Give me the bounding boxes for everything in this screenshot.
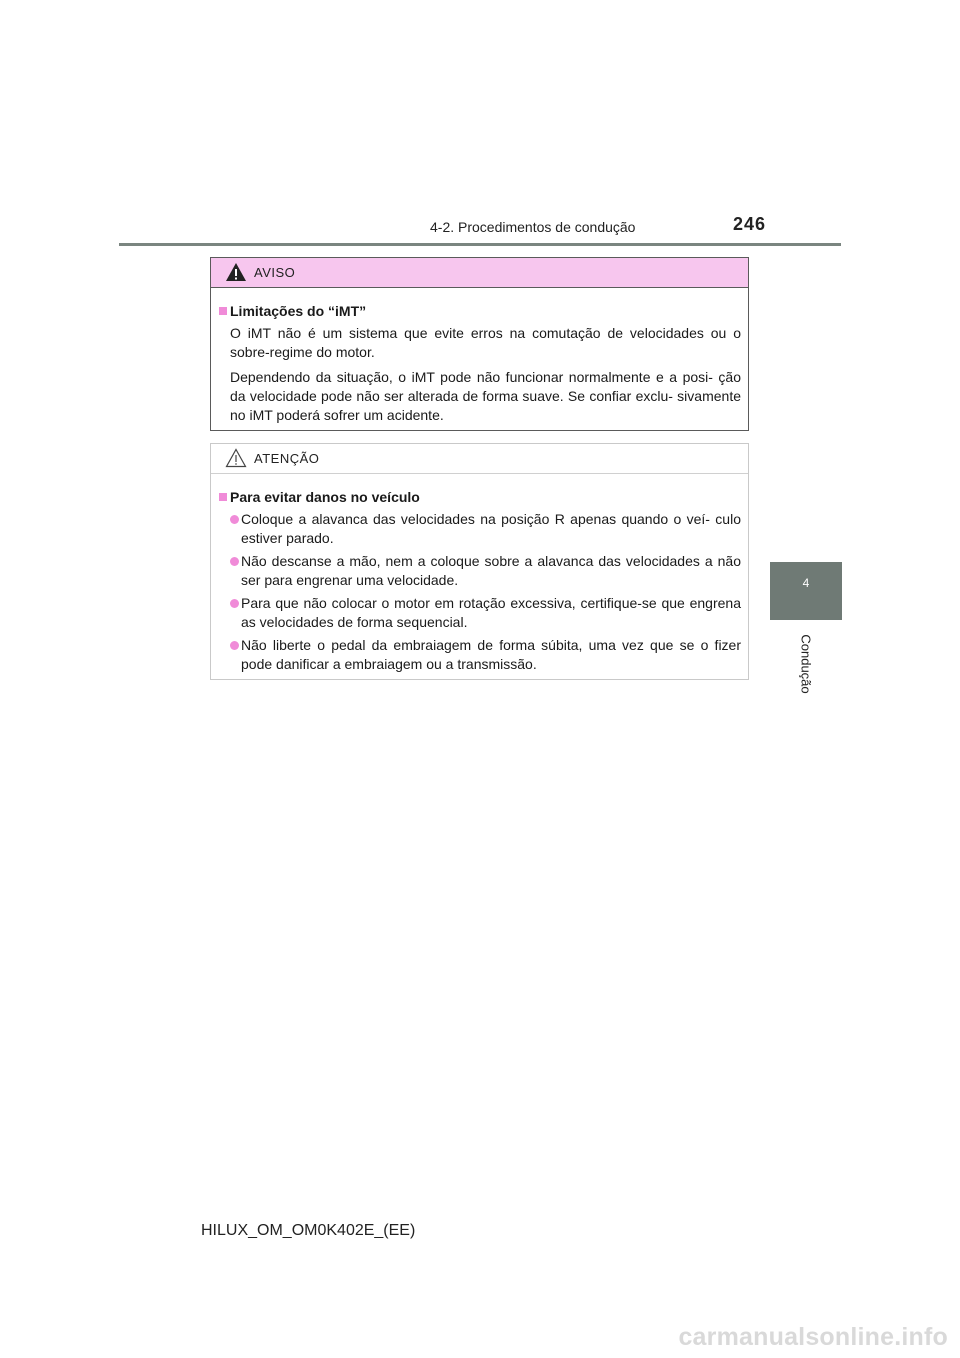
chapter-label: Condução — [798, 634, 814, 694]
warning-body — [211, 288, 748, 425]
chapter-number: 4 — [802, 576, 810, 590]
warning-item-title — [219, 302, 741, 321]
document-code: HILUX_OM_OM0K402E_(EE) — [201, 1222, 416, 1239]
list-item — [219, 636, 741, 674]
warning-title-text: Limitações do “iMT” — [230, 303, 367, 319]
notice-title-text: Para evitar danos no veículo — [230, 489, 420, 505]
warning-paragraph: Dependendo da situação, o iMT pode não funcionar normalmente e a posi- ção da velocidade pode não ser alterada de forma suave. Se confiar exclu- sivamente no iMT poderá sofrer um acidente. — [230, 369, 741, 423]
list-item-text: Não descanse a mão, nem a coloque sobre a alavanca das velocidades a não ser para engrenar uma velocidade. — [241, 553, 741, 588]
list-item — [219, 552, 741, 590]
list-item-text: Coloque a alavanca das velocidades na posição R apenas quando o veí- culo estiver parado. — [241, 511, 741, 546]
warning-header — [211, 258, 748, 288]
list-item-text: Não liberte o pedal da embraiagem de forma súbita, uma vez que se o fizer pode danificar a embraiagem ou a transmissão. — [241, 637, 741, 672]
list-item — [219, 594, 741, 632]
notice-header — [211, 444, 748, 474]
square-bullet-icon — [219, 307, 227, 315]
watermark-text: carmanualsonline.info — [678, 1323, 948, 1351]
warning-triangle-icon — [225, 262, 247, 282]
notice-box — [210, 443, 749, 680]
notice-body — [211, 474, 748, 674]
section-title: 4-2. Procedimentos de condução — [430, 219, 636, 235]
dot-bullet-icon — [230, 599, 239, 608]
warning-paragraph: O iMT não é um sistema que evite erros na comutação de velocidades ou o sobre-regime do motor. — [230, 325, 741, 360]
notice-item-title — [219, 488, 741, 507]
warning-label: AVISO — [254, 265, 296, 280]
dot-bullet-icon — [230, 641, 239, 650]
notice-label: ATENÇÃO — [254, 451, 320, 466]
dot-bullet-icon — [230, 557, 239, 566]
page-number: 246 — [733, 214, 767, 234]
list-item-text: Para que não colocar o motor em rotação excessiva, certifique-se que engrena as velocidades de forma sequencial. — [241, 595, 741, 630]
chapter-tab — [770, 562, 842, 620]
square-bullet-icon — [219, 493, 227, 501]
caution-triangle-icon — [225, 448, 247, 468]
warning-box — [210, 257, 749, 431]
dot-bullet-icon — [230, 515, 239, 524]
watermark — [678, 1323, 958, 1356]
list-item — [219, 510, 741, 548]
header-divider — [119, 243, 841, 246]
